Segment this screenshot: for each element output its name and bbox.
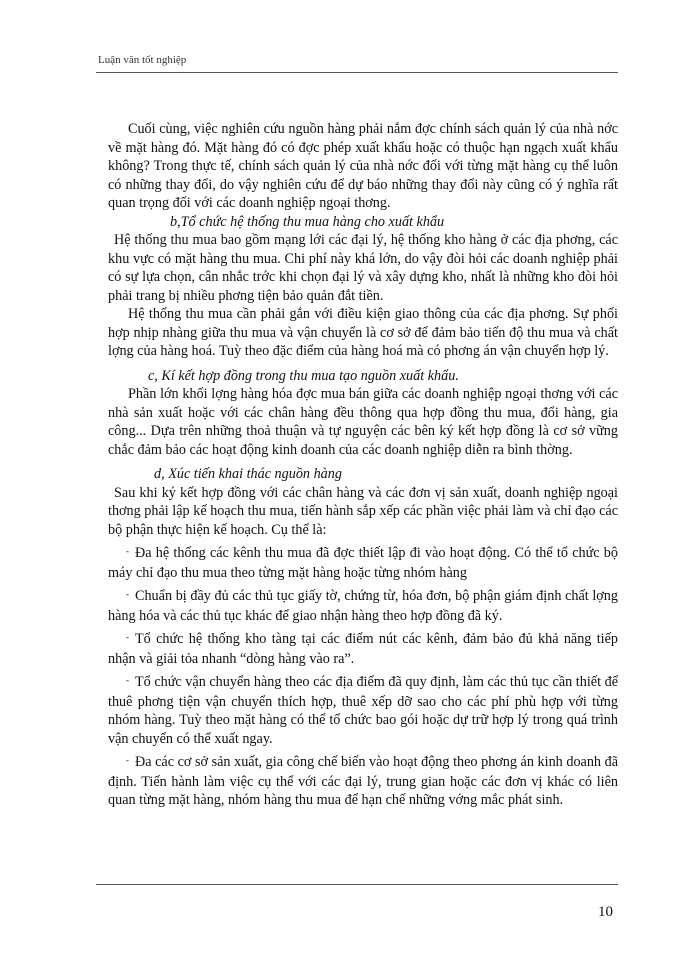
- bullet-marker-icon: -: [126, 675, 129, 685]
- footer-divider: [96, 884, 618, 885]
- list-item: [108, 753, 618, 810]
- list-item-text: Chuẩn bị đầy đủ các thủ tục giấy tờ, chứng từ, hóa đơn, bộ phận giám định chất lợng hàng hóa và các thủ tục khác để giao nhận hàng theo hợp đồng đã ký.: [108, 588, 618, 624]
- list-item: [108, 630, 618, 668]
- section-heading-d: d, Xúc tiến khai thác nguồn hàng: [154, 466, 342, 482]
- paragraph: Sau khi ký kết hợp đồng với các chân hàng và các đơn vị sản xuất, doanh nghiệp ngoại thơng phải lập kế hoạch thu mua, tiến hành sắp xếp các phần việc phải làm và chỉ đạo các bộ phận thực hiện kế hoạch. Cụ thể là:: [108, 484, 618, 538]
- list-item-text: Đa hệ thống các kênh thu mua đã đợc thiết lập đi vào hoạt động. Có thể tổ chức bộ máy chỉ đạo thu mua theo từng mặt hàng hoặc từng nhóm hàng: [108, 545, 618, 581]
- paragraph: Hệ thống thu mua cần phải gắn với điều kiện giao thông của các địa phơng. Sự phối hợp nhịp nhàng giữa thu mua và vận chuyển là cơ sở để đảm bảo tiến độ thu mua và chất lợng của hàng hoá. Tuỳ theo đặc điểm của hàng hoá mà có phơng án vận chuyển hợp lý.: [108, 306, 618, 359]
- list-item-text: Tổ chức hệ thống kho tàng tại các điểm nút các kênh, đảm bảo đủ khả năng tiếp nhận và giải tỏa nhanh “dòng hàng vào ra”.: [108, 631, 618, 667]
- list-item: [108, 587, 618, 625]
- bullet-marker-icon: -: [126, 589, 129, 599]
- list-item-text: Đa các cơ sở sản xuất, gia công chế biến vào hoạt động theo phơng án kinh doanh đã định. Tiến hành làm việc cụ thể với các đại lý, trung gian hoặc các đơn vị khác có liên quan từng mặt hàng, nhóm hàng thu mua để hạn chế những vớng mắc phát sinh.: [108, 754, 618, 808]
- list-item-text: Tổ chức vận chuyển hàng theo các địa điểm đã quy định, làm các thủ tục cần thiết để thuê phơng tiện vận chuyển thích hợp, thuê xếp dỡ sao cho các phí phù hợp với từng nhóm hàng. Tuỳ theo mặt hàng có thể tổ chức bao gói hoặc dự trữ hợp lý trong quá trình vận chuyển có thể xuất ngay.: [108, 674, 618, 747]
- bullet-marker-icon: -: [126, 546, 129, 556]
- paragraph: Cuối cùng, việc nghiên cứu nguồn hàng phải nắm đợc chính sách quản lý của nhà nớc về mặt hàng đó. Mặt hàng đó có đợc phép xuất khẩu hoặc có thuộc hạn ngạch xuất khẩu không? Trong thực tế, chính sách quản lý của nhà nớc đối với từng mặt hàng cụ thể luôn có những thay đổi, do vậy nghiên cứu để dự báo những thay đổi này cũng có ý nghĩa rất quan trọng đối với các doanh nghiệp ngoại thơng.: [108, 121, 618, 211]
- section-heading-b: b,Tổ chức hệ thống thu mua hàng cho xuất khẩu: [170, 213, 445, 230]
- section-heading-c: c, Kí kết hợp đồng trong thu mua tạo nguồn xuất khẩu.: [148, 367, 459, 384]
- paragraph: Phần lớn khối lợng hàng hóa đợc mua bán giữa các doanh nghiệp ngoại thơng với các nhà sản xuất hoặc với các chân hàng đều thông qua hợp đồng thu mua, đổi hàng, gia công... Dựa trên những thoả thuận và tự nguyện các bên ký kết hợp đồng là cơ sở vững chắc đảm bảo các hoạt động kinh doanh của các doanh nghiệp diễn ra bình thờng.: [108, 386, 618, 458]
- paragraph: Hệ thống thu mua bao gồm mạng lới các đại lý, hệ thống kho hàng ở các địa phơng, các khu vực có mặt hàng thu mua. Chi phí này khá lớn, do vậy đòi hỏi các doanh nghiệp phải có sự lựa chọn, cân nhắc trớc khi chọn đại lý và xây dựng kho, nhất là những kho đòi hỏi phải trang bị nhiều phơng tiện bảo quản đắt tiền.: [108, 232, 618, 304]
- bullet-marker-icon: -: [126, 632, 129, 642]
- bullet-marker-icon: -: [126, 755, 129, 765]
- page-header: Luận văn tốt nghiệp: [98, 54, 187, 66]
- list-item: [108, 544, 618, 582]
- page-number: 10: [598, 904, 613, 920]
- list-item: [108, 673, 618, 748]
- document-body: [108, 120, 618, 810]
- header-divider: [96, 72, 618, 73]
